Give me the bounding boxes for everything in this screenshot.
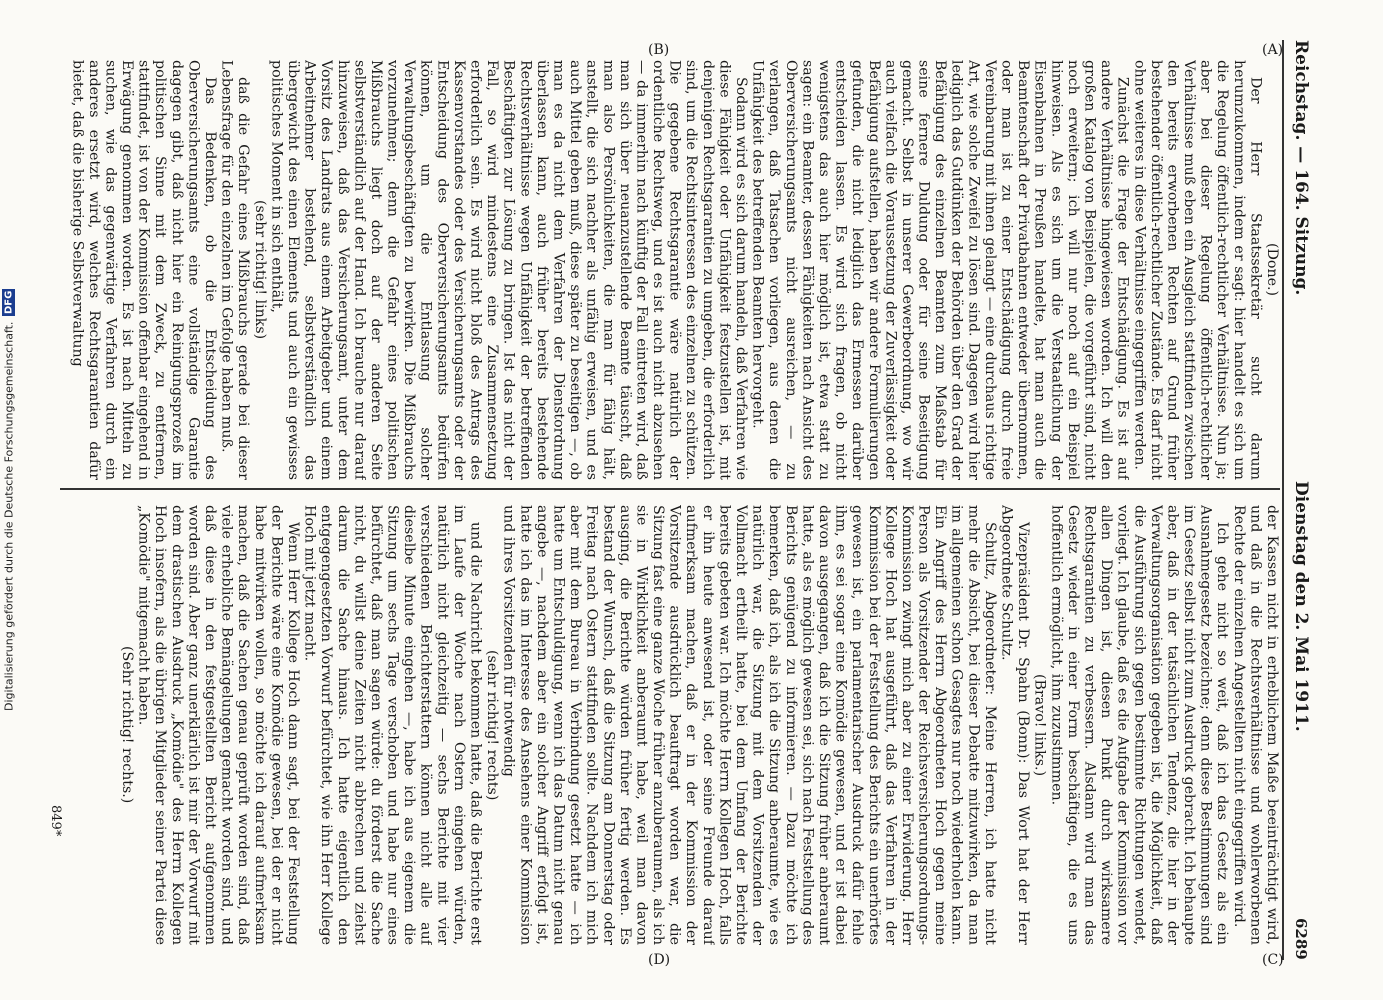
paragraph: Sodann wird es sich darum handeln, daß Verfahren wie diese Fähigkeit oder Unfähigkeit festzustellen ist, mit denjenigen Rechtsgarantien zu umgeben, die erforderlich sind, um die Rechtsinteressen des einzelnen zu schützen. Die gegebene Rechtsgarantie wäre natürlich der ordentliche Rechtsweg, und es ist auch nicht abzusehen — da immerhin nach künftig der Fall eintreten wird, daß man sich über neuanzustellende Beamte täuscht, daß man also Persönlichkeiten, die man für fähig hält, anstellt, die sich nachher als unfähig erweisen, und es auch Mittel geben muß, diese später zu beseitigen —, ob man es da nicht dem Verfahren der Dienstordnung überlassen kann, auch früher bereits bestehende Rechtsverhältnisse wegen Unfähigkeit der betreffenden Beschäftigten zur Lösung zu bringen. Ist das nicht der Fall, so wird mindestens eine Zusammensetzung erforderlich sein. Es wird nicht bloß des Antrags des Kassenvorstandes oder des Versicherungsamts oder der Entscheidung des Oberversicherungsamts bedürfen können, um die Entlassung solcher Verwaltungsbeschäftigten zu bewirken. Die Mißbrauchs vorzunehmen; denn die Gefahr eines politischen Mißbrauchs liegt doch auf der anderen Seite selbstverständlich auf der Hand. Ich brauche nur darauf hinzuweisen, daß das Versicherungsamt, unter dem Vorsitz des Landrats aus einem Arbeitgeber und einem Arbeitnehmer bestehend, selbstverständlich das übergewicht des einen Elements und auch ein gewisses politisches Moment in sich enthält, [268,60,749,480]
interjection: (sehr richtig! rechts) [484,649,501,801]
marker-b: (B) [648,42,670,58]
interjection: (Bravo! links.) [1031,673,1048,777]
paragraph: Schultz, Abgeordneter: Meine Herren, ich hatte nicht mehr die Absicht, bei dieser Debatte mitzuwirken, da man im allgemeinen schon Gesagtes nur noch wiederholen kann. Ein Angriff des Herrn Abgeordneten Hoch gegen meine Person als Vorsitzender der Reichsversicherungsordnungs-Kommission zwingt mich aber zu einer Erwiderung. Herr Kollege Hoch hat ausgeführt, daß das Verfahren in der Kommission bei der Feststellung des Berichts ein unerhörtes gewesen ist, ein parlamentarischer Ausdruck dafür fehle ihm, es sei sogar eine Komödie gewesen, und er ist dabei davon ausgegangen, daß ich die Sitzung früher anberaumt hatte, als es möglich gewesen sei, sich nach Feststellung des Berichts genügend zu informieren. — Dazu möchte ich bemerken, daß ich, als ich die Sitzung anberaumte, wie es natürlich war, die Sitzung mit dem Vorsitzenden der Vollmacht ertheilt hatte, bei dem Umfang der Berichte bereits gebeten war. Ich möchte Herrn Kollegen Hoch, falls er ihn heute anwesend ist, oder seine Freunde darauf aufmerksam machen, daß er in der Kommission der Vorsitzende ausdrücklich beauftragt worden war, die Sitzung fast eine ganze Woche früher anzuberaumen, als ich sie in Wirklichkeit anberaumt habe, weil man davon ausging, die Berichte würden früher fertig werden. Es bestand der Wunsch, daß die Sitzung am Donnerstag oder Freitag nach Ostern stattfinden sollte. Nachdem ich mich aber mit dem Bureau in Verbindung gesetzt hatte — ich hatte um Entschuldigung, wenn ich das Datum nicht genau angebe —, nachdem aber ein solcher Angriff erfolgt ist, hatte ich das im Interesse des Ansehens einer Kommission und ihres Vorsitzenden für notwendig [500,505,998,945]
paragraph: daß die Gefahr eines Mißbrauchs gerade bei dieser Lebensfrage für den einzelnen im Gefolge haben muß. [218,60,252,480]
column-divider [60,488,1280,490]
marker-a: (A) [1262,42,1284,58]
right-column [60,505,1280,945]
president-statement: Vizepräsident Dr. Spahn (Bonn): Das Wort hat der Herr Abgeordnete Schultz. [998,505,1032,945]
paragraph: und die Nachricht bekommen hatte, daß die Berichte erst im Laufe der Woche nach Ostern eingehen würden, natürlich nicht gleichzeitig — sechs Berichte mit vier verschiedenen Berichterstattern können nicht alle auf dieselbe Minute eingehen —, habe ich aus eigenem die Sitzung um sechs Tage verschoben und habe nur eines befürchtet, daß man sagen würde: du förderst die Sache nicht, du willst deine Zeiten nicht abbrechen und ziehst darum die Sache hinaus. Ich hatte eigentlich den entgegengesetzten Vorwurf befürchtet, wie ihn Herr Kollege Hoch mit jetzt macht. [301,505,484,945]
marker-d: (D) [648,952,671,968]
footer-text: Digitalisierung gefördert durch die Deutsche Forschungsgemeinschaft. [2,321,16,712]
paragraph: der Kassen nicht in erheblichem Maße beeinträchtigt wird, und daß in die Rechtsverhältnisse und wohlerworbenen Rechte der einzelnen Angestellten nicht eingegriffen wird. [1230,505,1280,945]
paragraph: Das Bedenken, ob die Entscheidung des Oberversicherungsamts eine vollständige Garantie dagegen gibt, daß nicht hier ein Reinigungsprozeß im politischen Sinne mit dem Zweck, zu entfernen, stattfindet, ist von der Kommission offenbar eingehend in Erwägung genommen worden. Es ist nach Mitteln zu suchen, wie das gegenwärtige Verfahren durch ein anderes ersetzt wird, welches Rechtsgarantien dafür bietet, daß die bisherige Selbstverwaltung [69,60,218,480]
page-header [1290,40,1312,960]
page-number: 6289 [1292,918,1310,960]
header-rule [1282,40,1284,960]
footer [0,0,18,1000]
signature-mark: 849* [48,805,63,837]
dfg-logo-icon: DFG [3,290,15,314]
speaker-tag: (Done.) [1264,243,1280,297]
paragraph: Ich gehe nicht so weit, daß ich das Gesetz als ein Ausnahmegesetz bezeichne; denn diese Bestimmungen sind im Gesetz selbst nicht zum Ausdruck gebracht. Ich behaupte aber, daß in der tatsächlichen Tendenz, die hier in der Verwaltungsorganisation gegeben ist, die Möglichkeit, daß die Ausführung sich gegen bestimmte Richtungen wendet, vorliegt. Ich glaube, daß es die Aufgabe der Kommission vor allen Dingen ist, diesen Punkt durch wirksamere Rechtsgarantien zu verbessern. Alsdann wird man das Gesetz wieder in einer Form beschäftigen, die es uns hoffentlich ermöglicht, ihm zuzustimmen. [1048,505,1231,945]
header-left: Reichstag. — 164. Sitzung. [1291,40,1311,296]
header-right: Dienstag den 2. Mai 1911. [1291,481,1311,733]
paragraph: Wenn Herr Kollege Hoch dann sagt, bei der Feststellung der Berichte wäre eine Komödie gewesen, bei der er nicht habe mitwirken wollen, so möchte ich darauf aufmerksam machen, daß die Sachen genau geprüft worden sind, daß viele erhebliche Bemängelungen gemacht worden sind, und daß diese in den festgestellten Bericht aufgenommen worden sind. Aber ganz unerklärlich ist mir der Vorwurf mit dem drastischen Ausdruck „Komödie" des Herrn Kollegen Hoch insofern, als die übrigen Mitglieder seiner Partei diese „Komödie" mitgemacht haben. [135,505,301,945]
marker-c: (C) [1262,952,1284,968]
left-column [60,60,1280,480]
interjection: (Sehr richtig! rechts.) [119,646,136,804]
paragraph: Der Herr Staatssekretär sucht darum herumzukommen, indem er sagt: hier handelt es sich um die Regelung öffentlich-rechtlicher Verhältnisse. Nun ja; aber bei dieser Regelung öffentlich-rechtlicher Verhältnisse muß eben ein Ausgleich stattfinden zwischen den bereits erworbenen Rechten auf Grund früher bestehender öffentlich-rechtlicher Zustände. Es darf nicht ohne weiteres in diese Verhältnisse eingegriffen werden. [1131,60,1264,480]
interjection: (sehr richtig! links) [251,200,268,340]
paragraph: Zunächst die Frage der Entschädigung. Es ist auf andere Verhältnisse hingewiesen worden. Ich will den großen Katalog von Beispielen, die vorgeführt sind, nicht noch erweitern; ich will nur noch auf ein Beispiel hinweisen. Als es sich um die Verstaatlichung der Eisenbahnen in Preußen handelte, hat man auch die Beamtenschaft der Privatbahnen entweder übernommen, oder man ist zu einer Entschädigung durch freie Vereinbarung mit ihnen gelangt — eine durchaus richtige Art, wie solche Zweifel zu lösen sind. Dagegen wird hier lediglich das Gutdünken der Behörden über den Grad der Befähigung des einzelnen Beamten zum Maßstab für seine fernere Duldung oder für seine Beseitigung gemacht. Selbst in unserer Gewerbeordnung, wo wir auch vielfach die Voraussetzung der Zuverlässigkeit oder Befähigung aufstellen, haben wir andere Formulierungen gefunden, die nicht lediglich das Ermessen darüber entscheiden lassen. Es wird sich fragen, ob nicht wenigstens das auch hier möglich ist, etwa statt zu sagen: ein Beamter, dessen Fähigkeiten nach Ansicht des Oberversicherungsamts nicht ausreichen, — zu verlangen, daß Tatsachen vorliegen, aus denen die Unfähigkeit des betreffenden Beamten hervorgeht. [749,60,1131,480]
